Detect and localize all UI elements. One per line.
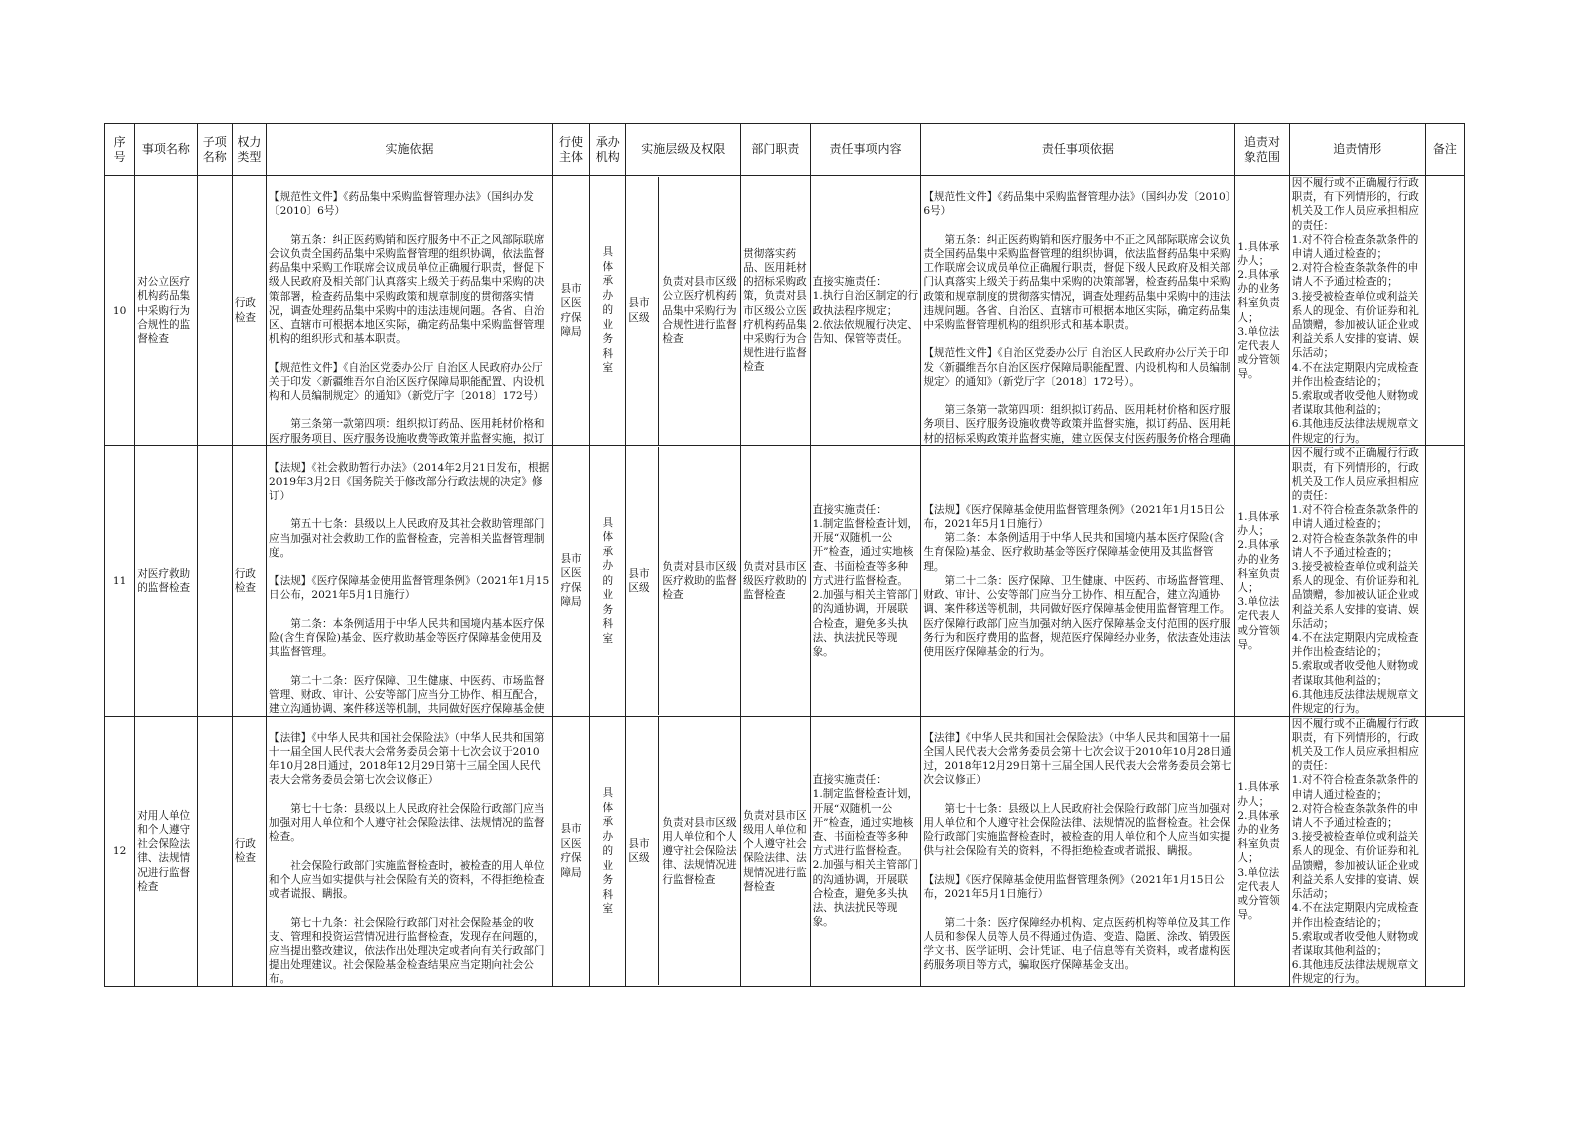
accountability-cases: 因不履行或不正确履行行政职责，有下列情形的，行政机关及工作人员应承担相应的责任： 1.对不符合检查条款条件的申请人通过检查的； 2.对符合检查条款条件的申请人不予通过检查的； 3.接受被检查单位或利益关系人的现金、有价证券和礼品馈赠，参加被认证企业或利益关系人安排的宴请、娱乐活动； 4.不在法定期限内完成检查并作出检查结论的； 5.索取或者收受他人财物或者谋取其他利益的； 6.其他违反法律法规规章文件规定的行为。: [1289, 716, 1425, 986]
header-cell: 序号: [105, 124, 135, 176]
resp-basis-cell: 【法律】《中华人民共和国社会保险法》（中华人民共和国第十一届全国人民代表大会常务委员会第十七次会议于2010年10月28日通过，2018年12月29日第十三届全国人民代表大会常务委员会第七次会议修正） 第七十七条：县级以上人民政府社会保险行政部门应当加强对用人单位和个人遵守社会保险法律、法规情况的监督检查。社会保险行政部门实施监督检查时，被检查的用人单位和个人应当如实提供与社会保险有关的资料，不得拒绝检查或者谎报、瞒报。 【法规】《医疗保障基金使用监督管理条例》（2021年1月15日公布，2021年5月1日施行） 第二十条：医疗保障经办机构、定点医药机构等单位及其工作人员和参保人员等人员不得通过伪造、变造、隐匿、涂改、销毁医学文书、医学证明、会计凭证、电子信息等有关资料，或者虚构医药服务项目等方式，骗取医疗保障基金支出。: [921, 716, 1235, 986]
remark: [1425, 176, 1464, 446]
header-row: [105, 124, 1465, 176]
header-cell: 实施依据: [267, 124, 553, 176]
level-desc: 负责对县市区级用人单位和个人遵守社会保险法律、法规情况进行监督检查: [662, 816, 737, 886]
item-name: 对公立医疗机构药品集中采购行为合规性的监督检查: [135, 176, 197, 446]
resp-content: 直接实施责任： 1.制定监督检查计划，开展“双随机一公开”检查，通过实地核查、书面检查等多种方式进行监督检查。 2.加强与相关主管部门的沟通协调，开展联合检查，避免多头执法、执法扰民等现象。: [810, 716, 921, 986]
level-label: 县市区级: [626, 177, 659, 445]
item-name: 对用人单位和个人遵守社会保险法律、法规情况进行监督检查: [135, 716, 197, 986]
resp-basis-cell: 【法规】《医疗保障基金使用监督管理条例》（2021年1月15日公布，2021年5月1日施行） 第二条：本条例适用于中华人民共和国境内基本医疗保险(含生育保险)基金、医疗救助基金等医疗保障基金使用及其监督管理。 第二十二条：医疗保障、卫生健康、中医药、市场监督管理、财政、审计、公安等部门应当分工协作、相互配合，建立沟通协调、案件移送等机制，共同做好医疗保障基金使用监督管理工作。医疗保障行政部门应当加强对纳入医疗保障基金支付范围的医疗服务行为和医疗费用的监督，规范医疗保障经办业务，依法查处违法使用医疗保障基金的行为。: [921, 446, 1235, 716]
executing-subject: 县市区医疗保障局: [552, 716, 589, 986]
dept-duty: 负责对县市区级用人单位和个人遵守社会保险法律、法规情况进行监督检查: [741, 716, 810, 986]
handling-org: 具体承办的业务科室: [590, 716, 626, 986]
sub-item: [197, 446, 232, 716]
header-cell: 追责对象范围: [1235, 124, 1289, 176]
level-cell: [626, 446, 741, 716]
header-cell: 行使主体: [552, 124, 589, 176]
level-cell: [626, 716, 741, 986]
basis-cell: 【法律】《中华人民共和国社会保险法》（中华人民共和国第十一届全国人民代表大会常务委员会第十七次会议于2010年10月28日通过，2018年12月29日第十三届全国人民代表大会常务委员会第七次会议修正） 第七十七条：县级以上人民政府社会保险行政部门应当加强对用人单位和个人遵守社会保险法律、法规情况的监督检查。 社会保险行政部门实施监督检查时，被检查的用人单位和个人应当如实提供与社会保险有关的资料，不得拒绝检查或者谎报、瞒报。 第七十九条：社会保险行政部门对社会保险基金的收支、管理和投资运营情况进行监督检查，发现存在问题的，应当提出整改建议，依法作出处理决定或者向有关行政部门提出处理建议。社会保险基金检查结果应当定期向社会公布。: [267, 716, 553, 986]
header-cell: 子项名称: [197, 124, 232, 176]
accountability-scope: 1.具体承办人； 2.具体承办的业务科室负责人； 3.单位法定代表人或分管领导。: [1235, 716, 1289, 986]
row-number: 12: [105, 716, 135, 986]
header-cell: 部门职责: [741, 124, 810, 176]
handling-org: 具体承办的业务科室: [590, 176, 626, 446]
level-cell: [626, 176, 741, 446]
table-row: [105, 716, 1465, 986]
power-type: 行政检查: [232, 716, 266, 986]
basis-cell: 【规范性文件】《药品集中采购监督管理办法》（国纠办发〔2010〕6号） 第五条：纠正医药购销和医疗服务中不正之风部际联席会议负责全国药品集中采购监督管理的组织协调，依法监督药品集中采购工作联席会议成员单位正确履行职责，督促下级人民政府及相关部门认真落实上级关于药品集中采购的决策部署，检查药品集中采购政策和规章制度的贯彻落实情况，调查处理药品集中采购中的违法违规问题。各省、自治区、直辖市可根据本地区实际，确定药品集中采购监督管理机构的组织形式和基本职责。 【规范性文件】《自治区党委办公厅 自治区人民政府办公厅关于印发〈新疆维吾尔自治区医疗保障局职能配置、内设机构和人员编制规定〉的通知》（新党厅字〔2018〕172号） 第三条第一款第四项：组织拟订药品、医用耗材价格和医疗服务项目、医疗服务设施收费等政策并监督实施，拟订: [267, 176, 553, 446]
dept-duty: 贯彻落实药品、医用耗材的招标采购政策，负责对县市区级公立医疗机构药品集中采购行为合规性进行监督检查: [741, 176, 810, 446]
item-name: 对医疗救助的监督检查: [135, 446, 197, 716]
header-cell: 事项名称: [135, 124, 197, 176]
level-desc: 负责对县市区级医疗救助的监督检查: [662, 560, 737, 602]
header-cell: 追责情形: [1289, 124, 1425, 176]
row-number: 11: [105, 446, 135, 716]
header-cell: 承办机构: [590, 124, 626, 176]
resp-basis-cell: 【规范性文件】《药品集中采购监督管理办法》（国纠办发〔2010〕6号） 第五条：纠正医药购销和医疗服务中不正之风部际联席会议负责全国药品集中采购监督管理的组织协调，依法监督药品集中采购工作联席会议成员单位正确履行职责，督促下级人民政府及相关部门认真落实上级关于药品集中采购的决策部署，检查药品集中采购政策和规章制度的贯彻落实情况，调查处理药品集中采购中的违法违规问题。各省、自治区、直辖市可根据本地区实际，确定药品集中采购监督管理机构的组织形式和基本职责。 【规范性文件】《自治区党委办公厅 自治区人民政府办公厅关于印发〈新疆维吾尔自治区医疗保障局职能配置、内设机构和人员编制规定〉的通知》（新党厅字〔2018〕172号）。 第三条第一款第四项：组织拟订药品、医用耗材价格和医疗服务项目、医疗服务设施收费等政策并监督实施，拟订药品、医用耗材的招标采购政策并监督实施，建立医保支付医药服务价格合理确: [921, 176, 1235, 446]
accountability-scope: 1.具体承办人； 2.具体承办的业务科室负责人； 3.单位法定代表人或分管领导。: [1235, 176, 1289, 446]
level-label: 县市区级: [626, 447, 659, 715]
level-label: 县市区级: [626, 717, 659, 985]
handling-org: 具体承办的业务科室: [590, 446, 626, 716]
resp-content: 直接实施责任： 1.执行自治区制定的行政执法程序规定； 2.依法依规履行决定、告知、保管等责任。: [810, 176, 921, 446]
header-cell: 责任事项内容: [810, 124, 921, 176]
basis-cell: 【法规】《社会救助暂行办法》（2014年2月21日发布，根据2019年3月2日《国务院关于修改部分行政法规的决定》修订） 第五十七条：县级以上人民政府及其社会救助管理部门应当加强对社会救助工作的监督检查，完善相关监督管理制度。 【法规】《医疗保障基金使用监督管理条例》（2021年1月15日公布，2021年5月1日施行） 第二条：本条例适用于中华人民共和国境内基本医疗保险(含生育保险)基金、医疗救助基金等医疗保障基金使用及其监督管理。 第二十二条：医疗保障、卫生健康、中医药、市场监督管理、财政、审计、公安等部门应当分工协作、相互配合，建立沟通协调、案件移送等机制，共同做好医疗保障基金使: [267, 446, 553, 716]
power-type: 行政检查: [232, 176, 266, 446]
header-cell: 备注: [1425, 124, 1464, 176]
table-row: [105, 176, 1465, 446]
power-list-table: [104, 123, 1465, 987]
resp-content: 直接实施责任： 1.制定监督检查计划，开展“双随机一公开”检查，通过实地核查、书面检查等多种方式进行监督检查。 2.加强与相关主管部门的沟通协调，开展联合检查，避免多头执法、执法扰民等现象。: [810, 446, 921, 716]
sub-item: [197, 176, 232, 446]
sub-item: [197, 716, 232, 986]
remark: [1425, 716, 1464, 986]
executing-subject: 县市区医疗保障局: [552, 176, 589, 446]
accountability-cases: 因不履行或不正确履行行政职责，有下列情形的，行政机关及工作人员应承担相应的责任： 1.对不符合检查条款条件的申请人通过检查的； 2.对符合检查条款条件的申请人不予通过检查的； 3.接受被检查单位或利益关系人的现金、有价证券和礼品馈赠，参加被认证企业或利益关系人安排的宴请、娱乐活动； 4.不在法定期限内完成检查并作出检查结论的； 5.索取或者收受他人财物或者谋取其他利益的； 6.其他违反法律法规规章文件规定的行为。: [1289, 446, 1425, 716]
accountability-cases: 因不履行或不正确履行行政职责，有下列情形的，行政机关及工作人员应承担相应的责任： 1.对不符合检查条款条件的申请人通过检查的； 2.对符合检查条款条件的申请人不予通过检查的； 3.接受被检查单位或利益关系人的现金、有价证券和礼品馈赠，参加被认证企业或利益关系人安排的宴请、娱乐活动； 4.不在法定期限内完成检查并作出检查结论的； 5.索取或者收受他人财物或者谋取其他利益的； 6.其他违反法律法规规章文件规定的行为。: [1289, 176, 1425, 446]
executing-subject: 县市区医疗保障局: [552, 446, 589, 716]
accountability-scope: 1.具体承办人； 2.具体承办的业务科室负责人； 3.单位法定代表人或分管领导。: [1235, 446, 1289, 716]
remark: [1425, 446, 1464, 716]
row-number: 10: [105, 176, 135, 446]
header-cell: 责任事项依据: [921, 124, 1235, 176]
power-type: 行政检查: [232, 446, 266, 716]
table-row: [105, 446, 1465, 716]
dept-duty: 负责对县市区级医疗救助的监督检查: [741, 446, 810, 716]
level-desc: 负责对县市区级公立医疗机构药品集中采购行为合规性进行监督检查: [662, 276, 737, 345]
header-cell: 权力类型: [232, 124, 266, 176]
header-cell: 实施层级及权限: [626, 124, 741, 176]
